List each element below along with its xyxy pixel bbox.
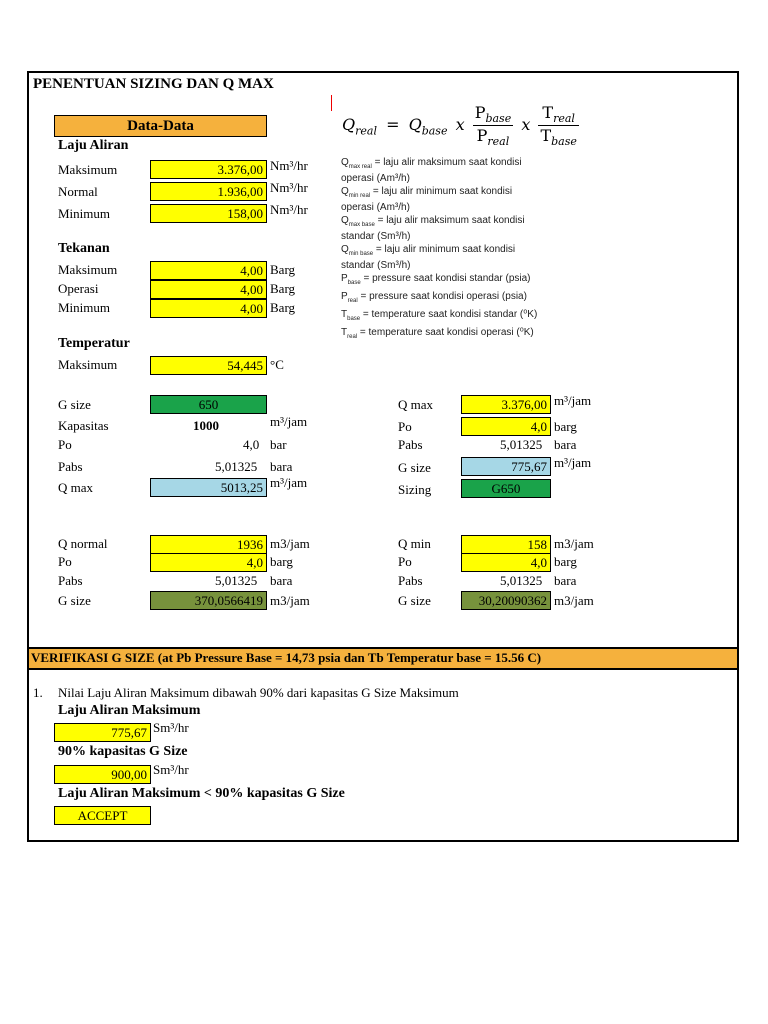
qmin-po-unit: barg bbox=[554, 554, 577, 569]
verif-kap-unit: Sm³/hr bbox=[153, 762, 189, 777]
qmin-label: Q min bbox=[398, 536, 431, 551]
qmax-gsize-value[interactable]: 775,67 bbox=[461, 457, 551, 476]
verif-result[interactable]: ACCEPT bbox=[54, 806, 151, 825]
laju-min-value[interactable]: 158,00 bbox=[150, 204, 267, 223]
qmin-gsize-unit: m3/jam bbox=[554, 593, 594, 608]
verif-laju-unit: Sm³/hr bbox=[153, 720, 189, 735]
t-num: T bbox=[542, 103, 554, 122]
qmax-gsize-label: G size bbox=[398, 460, 431, 475]
qmax-po-label: Po bbox=[398, 419, 412, 434]
formula-x2: x bbox=[521, 115, 531, 135]
pabs-value: 5,01325 bbox=[215, 459, 258, 474]
qmin-po-label: Po bbox=[398, 554, 412, 569]
tekanan-max-value[interactable]: 4,00 bbox=[150, 261, 267, 280]
qnormal-value[interactable]: 1936 bbox=[150, 535, 267, 554]
qmax-value[interactable]: 3.376,00 bbox=[461, 395, 551, 414]
legend-item: $Q_{min real}$ = laju alir minimum saat kondisi operasi (Am³/h) bbox=[341, 186, 513, 213]
pressure-fraction bbox=[473, 103, 514, 148]
legend-item: $T_{base}$ = temperature saat kondisi standar (⁰K) bbox=[341, 309, 538, 322]
temperatur-max-label: Maksimum bbox=[58, 357, 118, 372]
qmax-unit: m³/jam bbox=[554, 393, 592, 408]
temperatur-max-value[interactable]: 54,445 bbox=[150, 356, 267, 375]
qmin-gsize-label: G size bbox=[398, 593, 431, 608]
verif-compare-label: Laju Aliran Maksimum < 90% kapasitas G Size bbox=[58, 786, 345, 801]
qmax-pabs-unit: bara bbox=[554, 437, 577, 452]
po-unit: bar bbox=[270, 437, 287, 452]
tekanan-operasi-value[interactable]: 4,00 bbox=[150, 280, 267, 299]
tekanan-max-label: Maksimum bbox=[58, 262, 118, 277]
page-title: PENENTUAN SIZING DAN Q MAX bbox=[33, 76, 274, 92]
temperatur-max-unit: °C bbox=[270, 357, 284, 372]
qmin-pabs-unit: bara bbox=[554, 573, 577, 588]
qmax-po-unit: barg bbox=[554, 419, 577, 434]
sizing-label: Sizing bbox=[398, 482, 432, 497]
tekanan-min-label: Minimum bbox=[58, 300, 111, 315]
qmax-po-value[interactable]: 4,0 bbox=[461, 417, 551, 436]
data-header[interactable]: Data-Data bbox=[54, 115, 267, 137]
tekanan-max-unit: Barg bbox=[270, 262, 296, 277]
laju-heading: Laju Aliran bbox=[58, 138, 129, 153]
legend-item: $Q_{max real}$ = laju alir maksimum saat kondisi operasi (Am³/h) bbox=[341, 157, 522, 184]
verifikasi-bar bbox=[29, 647, 737, 670]
qmax-gsize-unit: m³/jam bbox=[554, 455, 592, 470]
laju-min-label: Minimum bbox=[58, 206, 111, 221]
qmin-value[interactable]: 158 bbox=[461, 535, 551, 554]
po-value: 4,0 bbox=[243, 437, 260, 452]
qnormal-pabs-value: 5,01325 bbox=[215, 573, 258, 588]
laju-normal-label: Normal bbox=[58, 184, 98, 199]
gsize-value[interactable]: 650 bbox=[150, 395, 267, 414]
formula-qbase: Q bbox=[408, 115, 422, 135]
gsize-label: G size bbox=[58, 397, 91, 412]
spreadsheet-sheet bbox=[27, 71, 739, 842]
qnormal-po-value[interactable]: 4,0 bbox=[150, 553, 267, 572]
verifikasi-title: VERIFIKASI G SIZE (at Pb Pressure Base = 14,73 psia dan Tb Temperatur base = 15.56 C) bbox=[31, 650, 542, 665]
qnormal-unit: m3/jam bbox=[270, 536, 310, 551]
tekanan-operasi-unit: Barg bbox=[270, 281, 296, 296]
laju-max-value[interactable]: 3.376,00 bbox=[150, 160, 267, 179]
q-real-formula bbox=[342, 103, 579, 148]
p-num: P bbox=[474, 103, 486, 122]
formula-lhs: Q bbox=[342, 115, 356, 135]
tekanan-heading: Tekanan bbox=[58, 241, 110, 256]
legend-item: $Q_{max base}$ = laju alir maksimum saat kondisi standar (Sm³/h) bbox=[341, 215, 525, 242]
pabs-label: Pabs bbox=[58, 459, 83, 474]
legend-item: $Q_{min base}$ = laju alir minimum saat kondisi standar (Sm³/h) bbox=[341, 244, 516, 271]
qmax-calc-value[interactable]: 5013,25 bbox=[150, 478, 267, 497]
qmin-unit: m3/jam bbox=[554, 536, 594, 551]
sizing-value[interactable]: G650 bbox=[461, 479, 551, 498]
formula-x1: x bbox=[455, 115, 465, 135]
tekanan-min-unit: Barg bbox=[270, 300, 296, 315]
kapasitas-unit: m³/jam bbox=[270, 414, 308, 429]
qnormal-po-unit: barg bbox=[270, 554, 293, 569]
verif-laju-value[interactable]: 775,67 bbox=[54, 723, 151, 742]
qmax-pabs-label: Pabs bbox=[398, 437, 423, 452]
laju-normal-unit: Nm³/hr bbox=[270, 180, 308, 195]
laju-min-unit: Nm³/hr bbox=[270, 202, 308, 217]
legend-item: $P_{real}$ = pressure saat kondisi operasi (psia) bbox=[341, 291, 527, 304]
qmin-pabs-label: Pabs bbox=[398, 573, 423, 588]
qnormal-gsize-label: G size bbox=[58, 593, 91, 608]
pabs-unit: bara bbox=[270, 459, 293, 474]
qmax-pabs-value: 5,01325 bbox=[500, 437, 543, 452]
qnormal-gsize-value[interactable]: 370,0566419 bbox=[150, 591, 267, 610]
qmax-label: Q max bbox=[398, 397, 434, 412]
laju-max-label: Maksimum bbox=[58, 162, 118, 177]
t-den: T bbox=[540, 126, 552, 146]
qnormal-pabs-unit: bara bbox=[270, 573, 293, 588]
verif-kap-value[interactable]: 900,00 bbox=[54, 765, 151, 784]
p-den: P bbox=[476, 126, 488, 146]
p-num-sub: base bbox=[485, 112, 512, 126]
kapasitas-value: 1000 bbox=[193, 418, 219, 433]
cursor-mark bbox=[331, 95, 332, 111]
verifikasi-item-text: Nilai Laju Aliran Maksimum dibawah 90% dari kapasitas G Size Maksimum bbox=[58, 685, 459, 700]
verifikasi-item-number: 1. bbox=[33, 685, 43, 700]
kapasitas-label: Kapasitas bbox=[58, 418, 109, 433]
legend-item: $T_{real}$ = temperature saat kondisi operasi (⁰K) bbox=[341, 327, 534, 340]
temperatur-heading: Temperatur bbox=[58, 336, 130, 351]
formula-eq: = bbox=[386, 115, 400, 135]
qmax-calc-unit: m³/jam bbox=[270, 475, 308, 490]
qmin-gsize-value[interactable]: 30,20090362 bbox=[461, 591, 551, 610]
p-den-sub: real bbox=[487, 135, 510, 149]
tekanan-min-value[interactable]: 4,00 bbox=[150, 299, 267, 318]
tekanan-operasi-label: Operasi bbox=[58, 281, 99, 296]
qmin-po-value[interactable]: 4,0 bbox=[461, 553, 551, 572]
formula-lhs-sub: real bbox=[355, 124, 377, 138]
temperature-fraction bbox=[538, 103, 578, 148]
laju-normal-value[interactable]: 1.936,00 bbox=[150, 182, 267, 201]
t-den-sub: base bbox=[551, 135, 577, 149]
qnormal-gsize-unit: m3/jam bbox=[270, 593, 310, 608]
qmin-pabs-value: 5,01325 bbox=[500, 573, 543, 588]
t-num-sub: real bbox=[553, 112, 575, 126]
qnormal-pabs-label: Pabs bbox=[58, 573, 83, 588]
qmax-calc-label: Q max bbox=[58, 480, 94, 495]
legend-item: $P_{base}$ = pressure saat kondisi standar (psia) bbox=[341, 273, 531, 286]
formula-qbase-sub: base bbox=[421, 124, 448, 138]
qnormal-label: Q normal bbox=[58, 536, 108, 551]
verif-kap-label: 90% kapasitas G Size bbox=[58, 744, 188, 759]
verif-laju-label: Laju Aliran Maksimum bbox=[58, 703, 201, 718]
laju-max-unit: Nm³/hr bbox=[270, 158, 308, 173]
formula-legend bbox=[341, 157, 546, 345]
po-label: Po bbox=[58, 437, 72, 452]
qnormal-po-label: Po bbox=[58, 554, 72, 569]
